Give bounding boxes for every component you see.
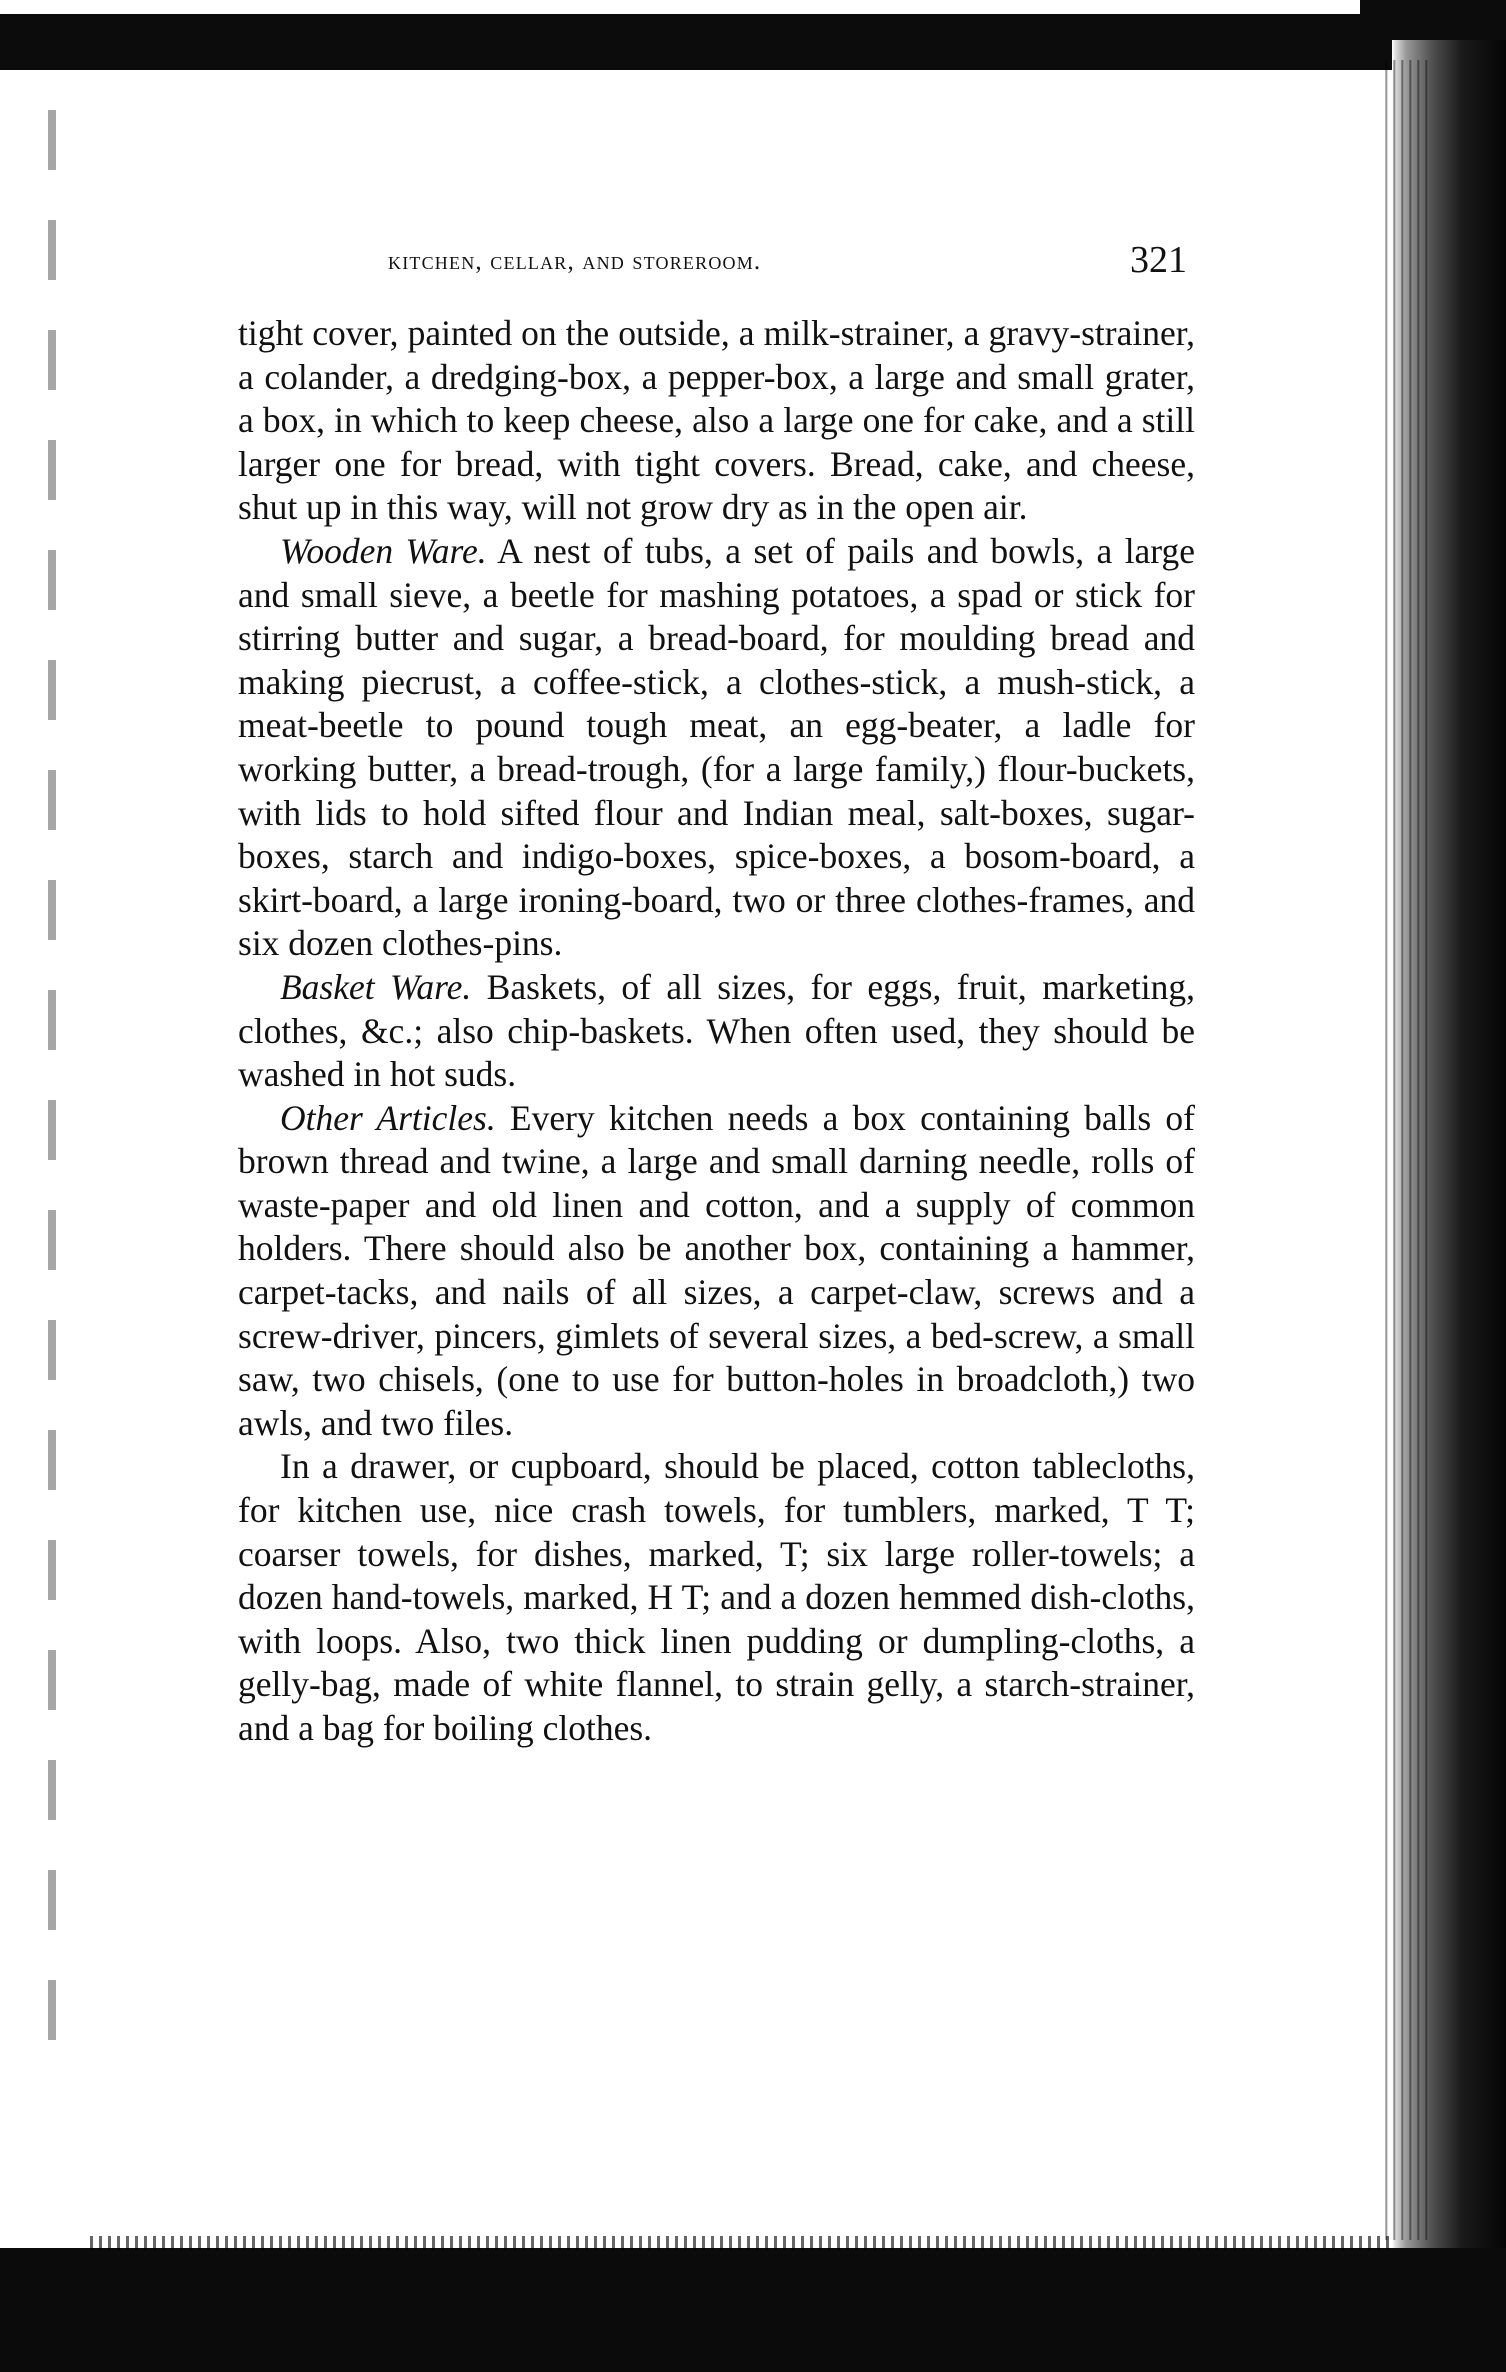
page-binding-texture [1380, 60, 1430, 2240]
paragraph-lead: Other Articles. [280, 1097, 496, 1138]
running-head [238, 238, 1195, 288]
page-number: 321 [1130, 239, 1187, 281]
paragraph-text: tight cover, painted on the outside, a milk-strainer, a gravy-strainer, a colander, a dredging-box, a pepper-box, a large and small grater, a box, in which to keep cheese, also a large one for cake, and a still larger one for bread, with tight covers. Bread, cake, and cheese, shut up in this way, will not grow dry as in the open air. [238, 313, 1195, 528]
paragraph-lead: Wooden Ware. [280, 530, 487, 571]
paragraph-text: A nest of tubs, a set of pails and bowls, a large and small sieve, a beetle for mashing potatoes, a spad or stick for stirring butter and sugar, a bread-board, for moulding bread and making piecrust, a coffee-stick, a clothes-stick, a mush-stick, a meat-beetle to pound tough meat, an egg-beater, a ladle for working butter, a bread-trough, (for a large family,) flour-buckets, with lids to hold sifted flour and Indian meal, salt-boxes, sugar-boxes, starch and indigo-boxes, spice-boxes, a bosom-board, a skirt-board, a large ironing-board, two or three clothes-frames, and six dozen clothes-pins. [238, 530, 1195, 964]
paragraph-lead: Basket Ware. [280, 966, 472, 1007]
scan-left-margin-marks [48, 110, 56, 2050]
scan-bottom-fringe [90, 2236, 1390, 2250]
paragraph-text: In a drawer, or cupboard, should be placed, cotton tablecloths, for kitchen use, nice crash towels, for tumblers, marked, T T; coarser towels, for dishes, marked, T; six large roller-towels; a dozen hand-towels, marked, H T; and a dozen hemmed dish-cloths, with loops. Also, two thick linen pudding or dumpling-cloths, a gelly-bag, made of white flannel, to strain gelly, a starch-strainer, and a bag for boiling clothes. [238, 1446, 1195, 1748]
paragraph [238, 1445, 1195, 1750]
paragraph-text: Every kitchen needs a box containing balls of brown thread and twine, a large and small darning needle, rolls of waste-paper and old linen and cotton, and a supply of common holders. There should also be another box, containing a hammer, carpet-tacks, and nails of all sizes, a carpet-claw, screws and a screw-driver, pincers, gimlets of several sizes, a bed-screw, a small saw, two chisels, (one to use for button-holes in broadcloth,) two awls, and two files. [238, 1097, 1195, 1443]
paragraph [238, 966, 1195, 1097]
scan-border-top-gap [0, 0, 1360, 14]
paragraph [238, 1097, 1195, 1446]
body-text [238, 312, 1195, 1751]
paragraph [238, 312, 1195, 530]
paragraph [238, 530, 1195, 966]
running-title: kitchen, cellar, and storeroom. [388, 248, 762, 275]
book-page [238, 238, 1195, 1751]
scan-border-bottom [0, 2248, 1506, 2372]
paragraph-text: Baskets, of all sizes, for eggs, fruit, marketing, clothes, &c.; also chip-baskets. When often used, they should be washed in hot suds. [238, 966, 1195, 1095]
